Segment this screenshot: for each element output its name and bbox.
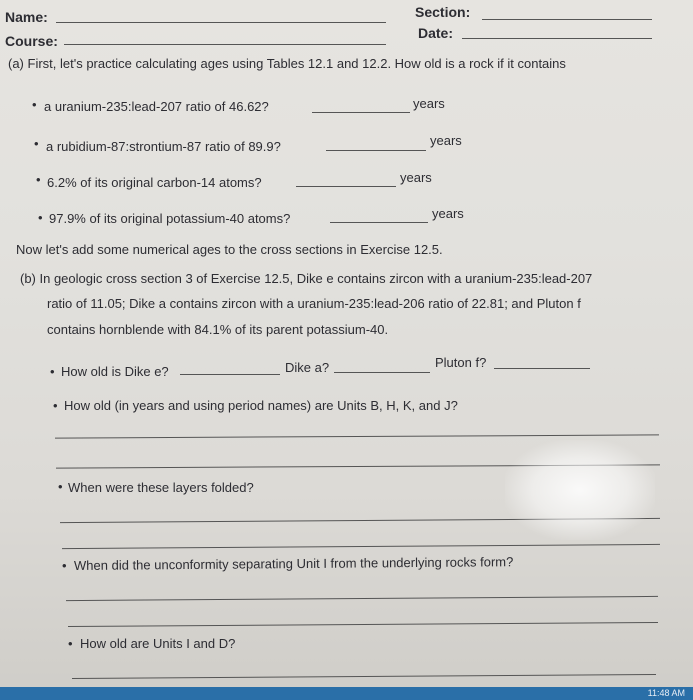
bullet-icon: • [34,136,39,151]
answer-blank-a2[interactable] [326,150,426,151]
bullet-icon: • [32,97,37,112]
answer-blank-a3[interactable] [296,186,396,187]
answer-blank-dike-e[interactable] [180,374,280,375]
clock-text: 11:48 AM [647,688,685,698]
question-folded: When were these layers folded? [68,480,254,495]
taskbar [0,687,693,700]
question-dike-e: How old is Dike e? [61,364,169,379]
bullet-icon: • [53,398,58,413]
part-a-item-1: a uranium-235:lead-207 ratio of 46.62? [44,99,269,114]
unit-years-2: years [430,133,462,148]
answer-blank-dike-a[interactable] [334,372,430,373]
name-field[interactable] [56,22,386,23]
name-label: Name: [5,9,48,25]
transition-text: Now let's add some numerical ages to the cross sections in Exercise 12.5. [16,242,443,257]
question-pluton-f: Pluton f? [435,355,487,370]
answer-blank-pluton-f[interactable] [494,368,590,369]
answer-line-folded-2[interactable] [62,544,660,549]
part-a-intro: (a) First, let's practice calculating ages using Tables 12.1 and 12.2. How old is a rock if it contains [8,56,566,71]
bullet-icon: • [68,636,73,651]
answer-line-unconformity-1[interactable] [66,596,658,601]
date-label: Date: [418,25,454,41]
answer-line-units-1[interactable] [55,434,659,438]
course-label: Course: [5,33,58,49]
answer-line-folded-1[interactable] [60,518,660,523]
unit-years-3: years [400,170,432,185]
question-dike-a: Dike a? [285,360,330,375]
part-a-item-4: 97.9% of its original potassium-40 atoms? [49,211,291,226]
question-unconformity: When did the unconformity separating Unit I from the underlying rocks form? [73,554,514,573]
question-units-id: How old are Units I and D? [80,636,236,651]
bullet-icon: • [50,364,55,379]
answer-line-unconformity-2[interactable] [68,622,658,627]
bullet-icon: • [38,210,43,225]
answer-line-units-2[interactable] [56,464,660,468]
part-b-line-2: ratio of 11.05; Dike a contains zircon with a uranium-235:lead-206 ratio of 22.81; and Pluton f [47,296,581,311]
bullet-icon: • [62,558,67,573]
bullet-icon: • [36,172,41,187]
section-field[interactable] [482,19,652,20]
part-a-item-2: a rubidium-87:strontium-87 ratio of 89.9? [46,139,281,154]
answer-blank-a4[interactable] [330,222,428,223]
question-units-bhkj: How old (in years and using period names) are Units B, H, K, and J? [64,398,458,413]
date-field[interactable] [462,38,652,39]
section-label: Section: [415,4,471,20]
bullet-icon: • [58,479,63,494]
unit-years-1: years [413,96,445,111]
answer-blank-a1[interactable] [312,112,410,113]
part-b-line-1: (b) In geologic cross section 3 of Exercise 12.5, Dike e contains zircon with a uranium-235:lead-207 [20,271,593,286]
unit-years-4: years [432,206,464,221]
part-a-item-3: 6.2% of its original carbon-14 atoms? [47,175,262,190]
part-b-line-3: contains hornblende with 84.1% of its parent potassium-40. [47,322,389,337]
course-field[interactable] [64,44,386,45]
answer-line-units-id[interactable] [72,674,656,679]
